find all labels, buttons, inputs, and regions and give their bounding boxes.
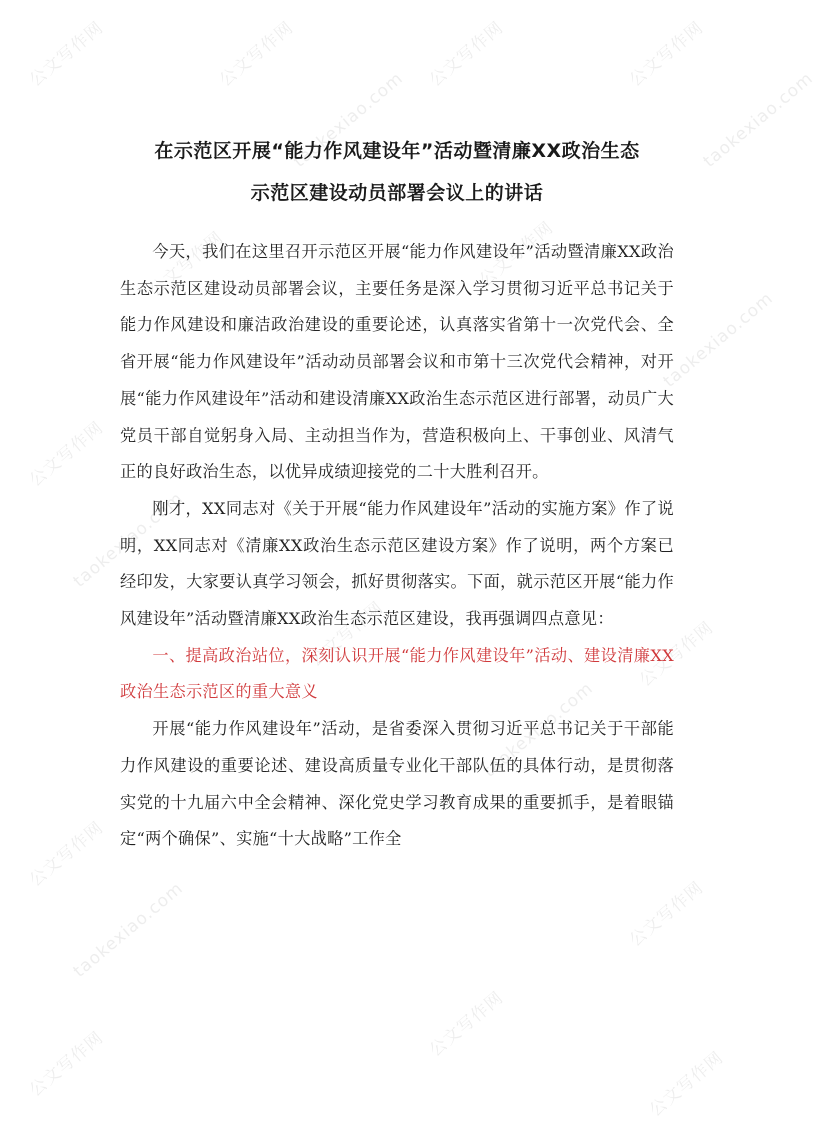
body-paragraph: 今天，我们在这里召开示范区开展“能力作风建设年”活动暨清廉XX政治生态示范区建设动员部署会议，主要任务是深入学习贯彻习近平总书记关于能力作风建设和廉洁政治建设的重要论述，认真落实省第十一次党代会、全省开展“能力作风建设年”活动动员部署会议和市第十三次党代会精神，对开展“能力作风建设年”活动和建设清廉XX政治生态示范区进行部署，动员广大党员干部自觉躬身入局、主动担当作为，营造积极向上、干事创业、风清气正的良好政治生态，以优异成绩迎接党的二十大胜利召开。 xyxy=(120,242,674,482)
watermark-text: 公文写作网 xyxy=(625,17,708,92)
watermark-domain: taokexiao.com xyxy=(69,878,188,982)
watermark-text: 公文写作网 xyxy=(305,597,388,672)
document-page xyxy=(120,130,674,858)
watermark-text: 公文写作网 xyxy=(25,1027,108,1102)
watermark-text: 公文写作网 xyxy=(645,1047,728,1122)
body-paragraph: 刚才，XX同志对《关于开展“能力作风建设年”活动的实施方案》作了说明，XX同志对《清廉XX政治生态示范区建设方案》作了说明，两个方案已经印发，大家要认真学习领会，抓好贯彻落实。下面，就示范区开展“能力作风建设年”活动暨清廉XX政治生态示范区建设，我再强调四点意见： xyxy=(120,498,674,629)
watermark-text: 公文写作网 xyxy=(145,227,228,302)
watermark-text: 公文写作网 xyxy=(475,217,558,292)
watermark-text: 公文写作网 xyxy=(625,877,708,952)
watermark-domain: taokexiao.com xyxy=(289,68,408,172)
watermark-text: 公文写作网 xyxy=(25,817,108,892)
watermark-text: 公文写作网 xyxy=(25,17,108,92)
body-paragraph: 开展“能力作风建设年”活动，是省委深入贯彻习近平总书记关于干部能力作风建设的重要论述、建设高质量专业化干部队伍的具体行动，是贯彻落实党的十九届六中全会精神、深化党史学习教育成果的重要抓手，是着眼锚定“两个确保”、实施“十大战略”工作全 xyxy=(120,719,674,849)
watermark-domain: taokexiao.com xyxy=(659,288,778,392)
section-heading: 一、提高政治站位，深刻认识开展“能力作风建设年”活动、建设清廉XX政治生态示范区的重大意义 xyxy=(120,645,674,702)
watermark-text: 公文写作网 xyxy=(215,17,298,92)
watermark-text: 公文写作网 xyxy=(635,617,718,692)
title-line-1: 在示范区开展“能力作风建设年”活动暨清廉XX政治生态 xyxy=(154,140,640,162)
document-title xyxy=(120,130,674,214)
watermark-domain: taokexiao.com xyxy=(479,678,598,782)
watermark-domain: taokexiao.com xyxy=(69,488,188,592)
watermark-text: 公文写作网 xyxy=(425,17,508,92)
watermark-text: 公文写作网 xyxy=(25,417,108,492)
watermark-text: 公文写作网 xyxy=(425,987,508,1062)
title-line-2: 示范区建设动员部署会议上的讲话 xyxy=(250,182,544,204)
watermark-domain: taokexiao.com xyxy=(699,68,817,172)
